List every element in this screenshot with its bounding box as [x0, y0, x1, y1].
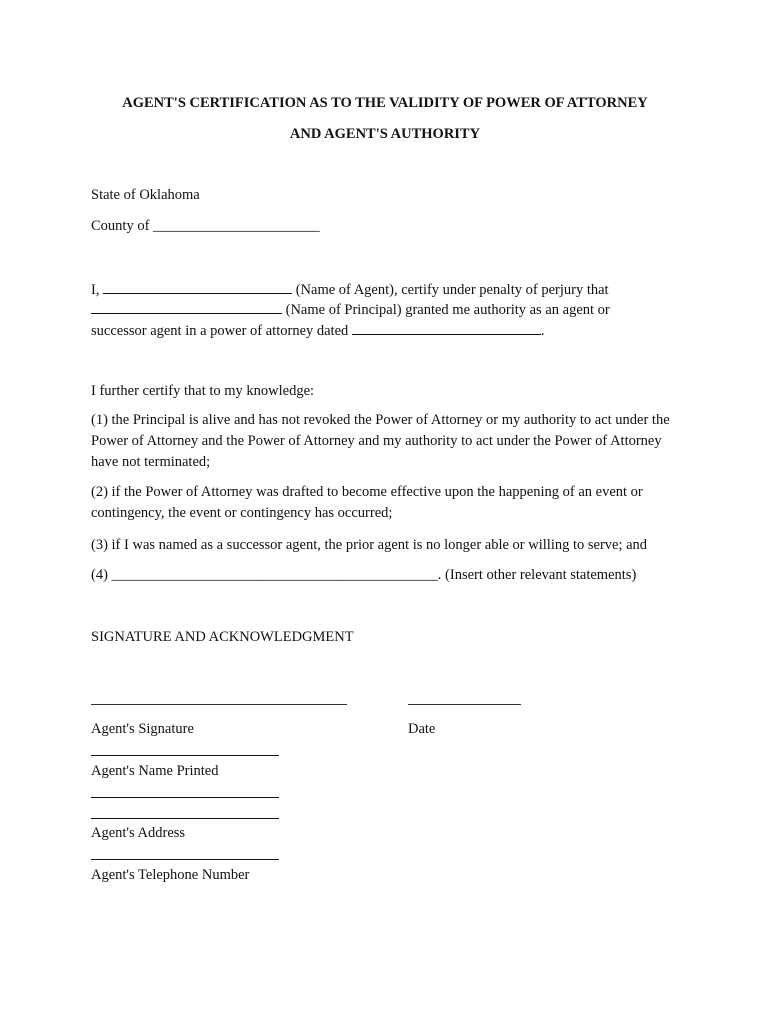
certify-name-of-agent: (Name of Agent), certify under penalty of perjury that [292, 282, 609, 298]
principal-name-blank[interactable] [91, 301, 282, 314]
further-certify: I further certify that to my knowledge: [91, 383, 315, 399]
date-label: Date [408, 721, 436, 737]
agent-address-line-1[interactable] [91, 797, 279, 798]
date-line[interactable] [408, 704, 521, 705]
county-label: County of _______________________ [91, 218, 320, 234]
agent-name-line[interactable] [91, 755, 279, 756]
agent-name-printed-label: Agent's Name Printed [91, 763, 219, 779]
agent-telephone-line[interactable] [91, 859, 279, 860]
certify-line3 [91, 322, 545, 339]
agent-address-label: Agent's Address [91, 825, 186, 841]
certify-end: . [540, 323, 545, 339]
certify-successor-text: successor agent in a power of attorney dated [91, 323, 352, 339]
certify-line2 [91, 301, 610, 318]
agent-signature-label: Agent's Signature [91, 721, 194, 737]
agent-name-blank[interactable] [103, 281, 292, 294]
item-3: (3) if I was named as a successor agent, the prior agent is no longer able or willing to serve; and [91, 537, 648, 553]
agent-signature-line[interactable] [91, 704, 347, 705]
agent-address-line-2[interactable] [91, 818, 279, 819]
certify-line1 [91, 281, 609, 298]
document-title-line2: AND AGENT'S AUTHORITY [289, 126, 481, 142]
item-4: (4) _____________________________________________. (Insert other relevant statements) [91, 567, 637, 583]
agent-telephone-label: Agent's Telephone Number [91, 867, 250, 883]
signature-heading: SIGNATURE AND ACKNOWLEDGMENT [91, 629, 354, 645]
date-dated-blank[interactable] [352, 322, 541, 335]
item-2: (2) if the Power of Attorney was drafted to become effective upon the happening of an event or contingency, the event or contingency has occurred; [91, 484, 643, 521]
certify-prefix: I, [91, 282, 104, 298]
item-1: (1) the Principal is alive and has not revoked the Power of Attorney or my authority to act under the Power of Attorney and the Power of Attorney and my authority to act under the Power of Attorney have not terminated; [91, 412, 670, 470]
certify-name-of-principal: (Name of Principal) granted me authority as an agent or [282, 302, 610, 318]
document-title-line1: AGENT'S CERTIFICATION AS TO THE VALIDITY OF POWER OF ATTORNEY [122, 95, 648, 111]
state-label: State of Oklahoma [91, 187, 200, 203]
